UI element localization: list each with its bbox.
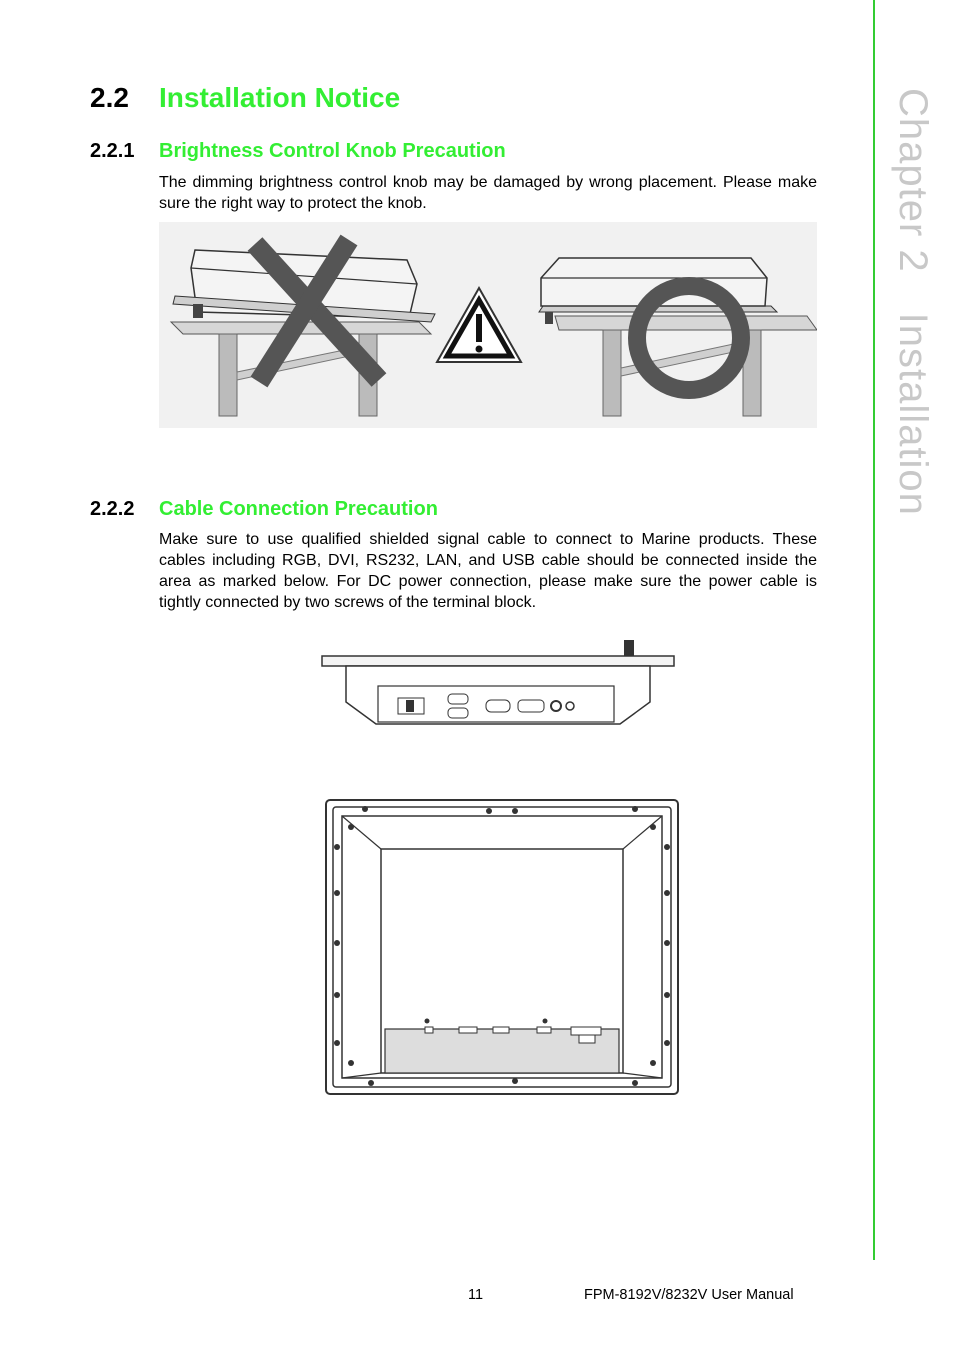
subsection-number: 2.2.2: [90, 498, 135, 520]
footer-page-number: 11: [468, 1287, 484, 1303]
knob-paragraph: The dimming brightness control knob may be damaged by wrong placement. Please make sure the right way to protect the knob.: [159, 174, 817, 212]
knob-placement-figure: [159, 222, 817, 428]
connector-bottom-view: [320, 636, 676, 728]
sidebar-chapter-label: Chapter 2: [891, 88, 935, 273]
cable-paragraph: Make sure to use qualified shielded signal cable to connect to Marine products. These cables including RGB, DVI, RS232, LAN, and USB cable should be connected inside the area as marked below. For DC power connection, please make sure the power cable is tightly connected by two screws of the terminal block.: [159, 531, 817, 611]
section-number: 2.2: [90, 82, 129, 113]
sidebar-section-label: Installation: [891, 312, 935, 516]
subsection-heading-knob: [90, 140, 506, 163]
subsection-number: 2.2.1: [90, 140, 135, 162]
subsection-title: Brightness Control Knob Precaution: [159, 140, 506, 162]
footer-manual-title: FPM-8192V/8232V User Manual: [584, 1287, 794, 1303]
subsection-title: Cable Connection Precaution: [159, 498, 438, 520]
section-heading: [90, 82, 400, 114]
subsection-heading-cable: [90, 498, 438, 521]
connector-rear-view: [325, 799, 679, 1095]
section-title: Installation Notice: [159, 82, 401, 113]
sidebar-rule: [873, 0, 875, 1260]
